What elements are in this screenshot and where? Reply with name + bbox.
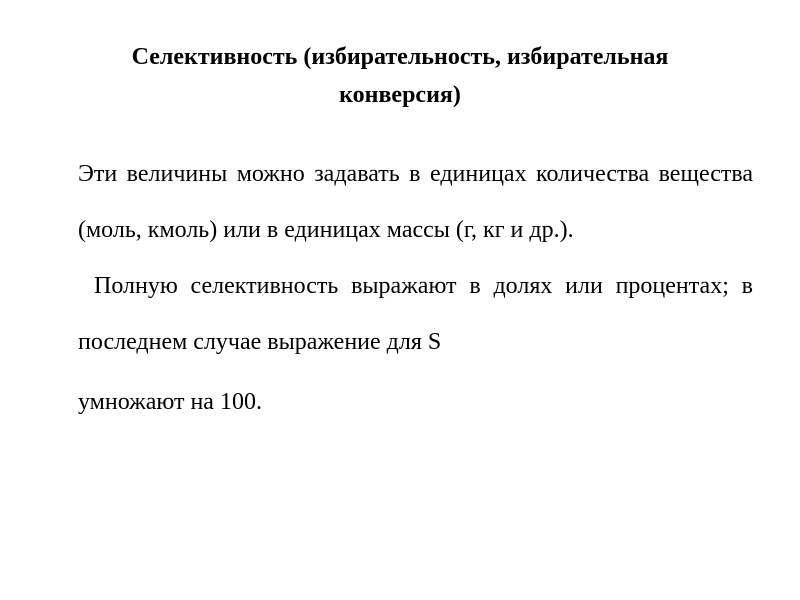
title-line-2: конверсия) xyxy=(339,82,461,108)
paragraph-units: Эти величины можно задавать в единицах количества вещества (моль, кмоль) или в единицах массы (г, кг и др.). xyxy=(78,161,753,243)
paragraph-selectivity xyxy=(78,258,753,430)
title-line-1: Селективность (избирательность, избирательная xyxy=(131,44,669,70)
paragraph-selectivity-last-line: умножают на 100. xyxy=(78,389,262,415)
slide-title xyxy=(40,38,760,114)
paragraph-selectivity-text: Полную селективность выражают в долях или процентах; в последнем случае выражение для S xyxy=(78,273,753,355)
slide-body xyxy=(78,146,753,430)
